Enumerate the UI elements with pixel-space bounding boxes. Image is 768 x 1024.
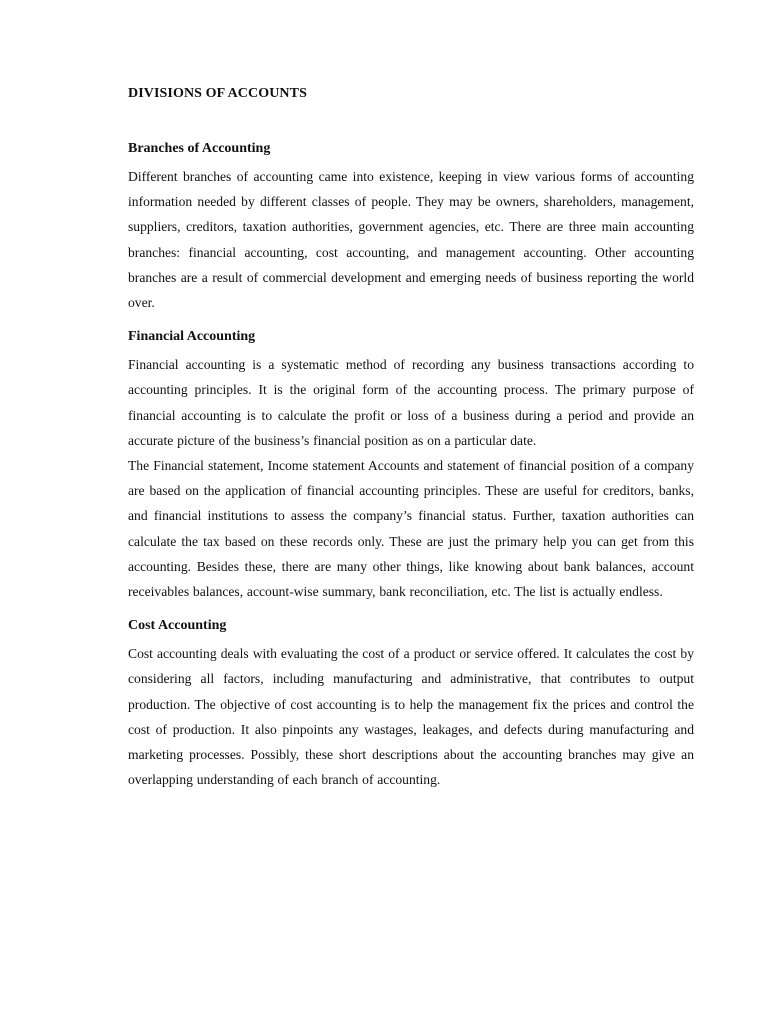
paragraph: Cost accounting deals with evaluating the cost of a product or service offered. It calculates the cost by considering all factors, including manufacturing and administrative, that contributes to output production. The objective of cost accounting is to help the management fix the prices and control the cost of production. It also pinpoints any wastages, leakages, and defects during manufacturing and marketing processes. Possibly, these short descriptions about the accounting branches may give an overlapping understanding of each branch of accounting.: [128, 646, 694, 788]
section-heading: Branches of Accounting: [128, 141, 271, 156]
section-cost-accounting: [128, 616, 694, 792]
section-heading: Cost Accounting: [128, 618, 227, 634]
document-body: [128, 84, 694, 792]
paragraph: Financial accounting is a systematic method of recording any business transactions according to accounting principles. It is the original form of the accounting process. The primary purpose of financial accounting is to calculate the profit or loss of a business during a period and provide an accurate picture of the business’s financial position as on a particular date.: [128, 357, 694, 448]
section-branches-of-accounting: [128, 139, 694, 315]
paragraph: The Financial statement, Income statement Accounts and statement of financial position of a company are based on the application of financial accounting principles. These are useful for creditors, banks, and financial institutions to assess the company’s financial status. Further, taxation authorities can calculate the tax based on these records only. These are just the primary help you can get from this accounting. Besides these, there are many other things, like knowing about bank balances, account receivables balances, account-wise summary, bank reconciliation, etc. The list is actually endless.: [128, 458, 694, 600]
section-heading: Financial Accounting: [128, 329, 256, 345]
section-financial-accounting: [128, 327, 694, 604]
document-title: DIVISIONS OF ACCOUNTS: [128, 86, 307, 101]
paragraph: Different branches of accounting came into existence, keeping in view various forms of accounting information needed by different classes of people. They may be owners, shareholders, management, suppliers, creditors, taxation authorities, government agencies, etc. There are three main accounting branches: financial accounting, cost accounting, and management accounting. Other accounting branches are a result of commercial development and emerging needs of business reporting the world over.: [128, 169, 694, 311]
